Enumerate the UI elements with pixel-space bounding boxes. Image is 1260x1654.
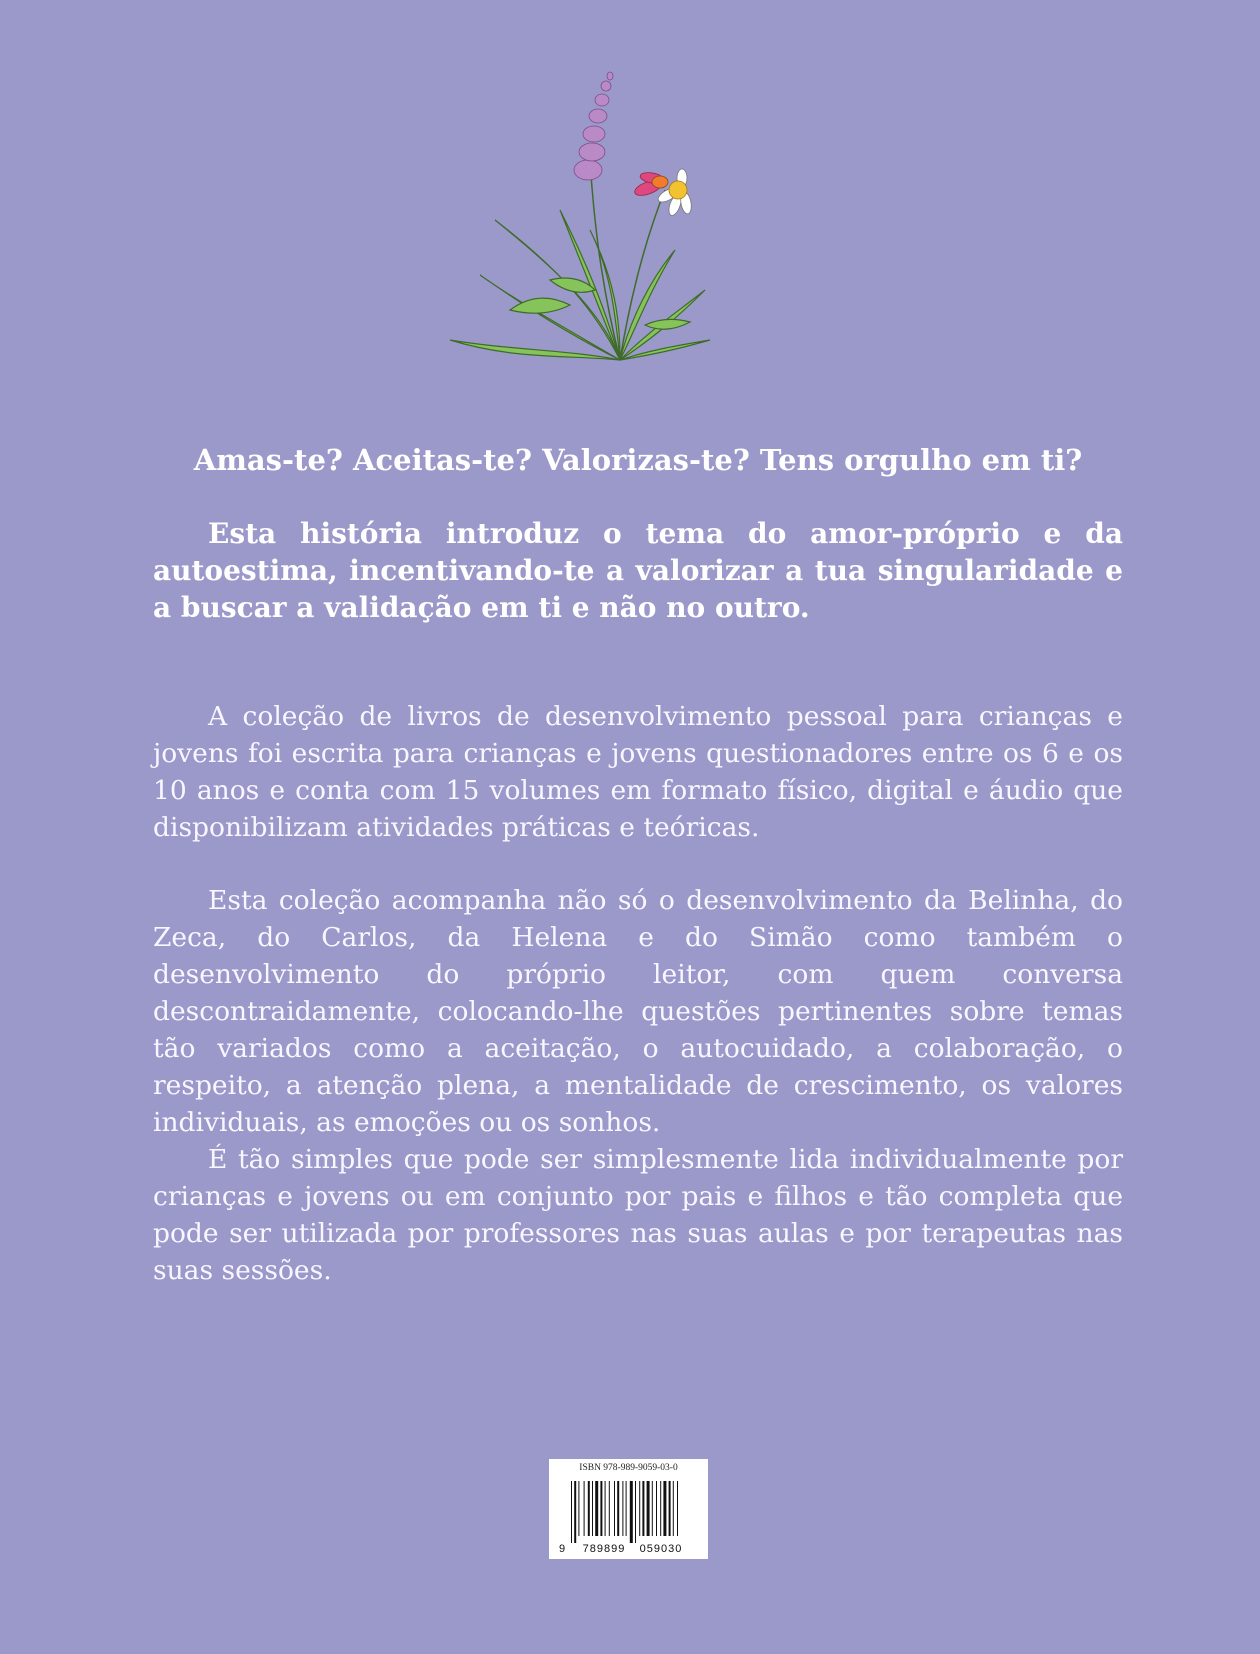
barcode-bar xyxy=(642,1481,644,1536)
isbn-barcode xyxy=(549,1459,708,1559)
usage-paragraph: É tão simples que pode ser simplesmente lida individualmente por crianças e jovens ou em conjunto por pais e filhos e tão completa que pode ser utilizada por professores nas suas aulas e por terapeutas nas suas sessões. xyxy=(153,1144,1123,1286)
barcode-bar xyxy=(584,1481,585,1536)
barcode-bar xyxy=(600,1481,602,1536)
barcode-bar xyxy=(578,1481,579,1536)
barcode-bar xyxy=(592,1481,593,1536)
barcode-bar xyxy=(656,1481,657,1536)
leaves xyxy=(450,210,710,360)
barcode-bar xyxy=(669,1481,671,1536)
barcode-bar xyxy=(660,1481,661,1536)
barcode-bar xyxy=(647,1481,650,1536)
barcode-bar xyxy=(609,1481,610,1536)
barcode-digits-right: 059030 xyxy=(639,1543,683,1555)
intro-paragraph: Esta história introduz o tema do amor-próprio e da autoestima, incentivando-te a valorizar a tua singularidade e a buscar a validação em ti e não no outro. xyxy=(153,517,1123,624)
isbn-label: ISBN 978-989-9059-03-0 xyxy=(579,1463,678,1473)
barcode-bar xyxy=(622,1481,623,1536)
characters-paragraph: Esta coleção acompanha não só o desenvolvimento da Belinha, do Zeca, do Carlos, da Helena e do Simão como também o desenvolvimento do próprio leitor, com quem conversa descontraidamente, colocando-lhe questões pertinentes sobre temas tão variados como a aceitação, o autocuidado, a colaboração, o respeito, a atenção plena, a mentalidade de crescimento, os valores individuais, as emoções ou os sonhos. xyxy=(153,885,1123,1138)
barcode-bar xyxy=(574,1481,576,1543)
barcode-bar xyxy=(630,1481,633,1543)
lavender-flower xyxy=(574,72,613,180)
barcode-bar xyxy=(614,1481,615,1536)
barcode-bar xyxy=(571,1481,572,1543)
barcode-bar xyxy=(605,1481,606,1536)
barcode-digit-first: 9 xyxy=(558,1543,566,1555)
wildflower-illustration xyxy=(420,70,740,370)
barcode-bar xyxy=(639,1481,640,1536)
barcode-bar xyxy=(663,1481,666,1536)
barcode-bar xyxy=(673,1481,674,1536)
barcode-bar xyxy=(677,1481,678,1536)
barcode-bars xyxy=(549,1459,708,1559)
barcode-bar xyxy=(652,1481,653,1536)
barcode-bar xyxy=(595,1481,598,1536)
barcode-digits-left: 789899 xyxy=(582,1543,626,1555)
barcode-bar xyxy=(635,1481,636,1543)
barcode-bar xyxy=(626,1481,627,1536)
collection-description-paragraph: A coleção de livros de desenvolvimento pessoal para crianças e jovens foi escrita para crianças e jovens questionadores entre os 6 e os 10 anos e conta com 15 volumes em formato físico, digital e áudio que disponibilizam atividades práticas e teóricas. xyxy=(153,701,1123,843)
cover-question: Amas-te? Aceitas-te? Valorizas-te? Tens orgulho em ti? xyxy=(193,443,1083,477)
barcode-bar xyxy=(617,1481,619,1536)
barcode-bar xyxy=(588,1481,590,1536)
